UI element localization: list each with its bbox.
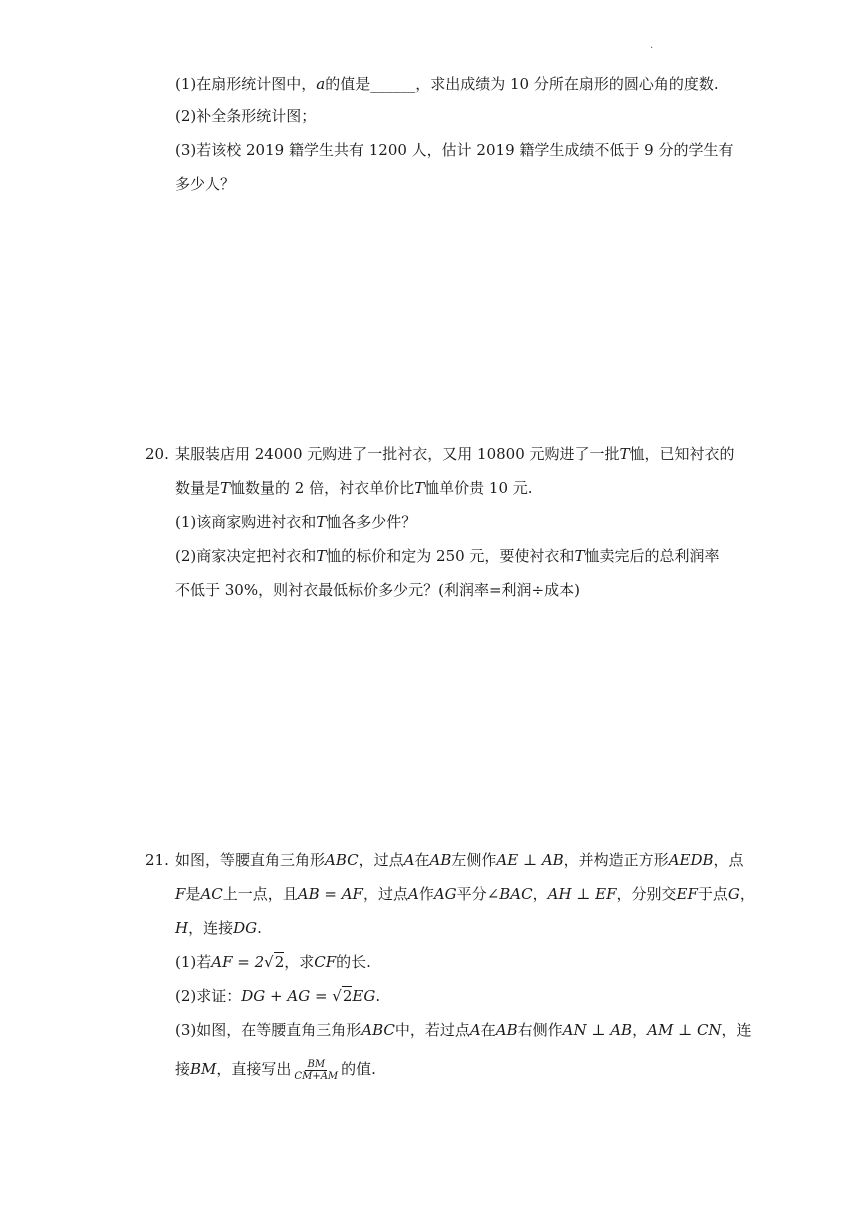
math-expr: ∠BAC xyxy=(486,885,533,903)
q21-part3-line2 xyxy=(175,1056,376,1082)
fraction-denominator: CM+AM xyxy=(294,1070,339,1082)
text: 的值. xyxy=(341,1060,376,1078)
q21-part2 xyxy=(175,986,380,1006)
text: 如图，等腰直角三角形 xyxy=(175,851,326,869)
text: ， xyxy=(532,885,548,903)
sqrt-radicand: 2 xyxy=(342,987,353,1005)
math-var: G xyxy=(727,885,740,903)
math-var: T xyxy=(220,479,231,497)
q19-part2: (2)补全条形统计图； xyxy=(175,107,317,125)
math-var: ABC xyxy=(325,851,359,869)
q20-number: 20. xyxy=(145,445,169,463)
math-var: T xyxy=(619,445,630,463)
text: ，求 xyxy=(284,953,315,971)
fraction xyxy=(292,1059,340,1082)
text: ， xyxy=(632,1021,648,1039)
header-mark: . xyxy=(650,40,654,51)
math-var: EF xyxy=(676,885,698,903)
text: 接 xyxy=(175,1060,191,1078)
text: ，分别交 xyxy=(616,885,677,903)
sqrt-symbol: √ xyxy=(264,953,274,971)
text: 某服装店用 24000 元购进了一批衬衣，又用 10800 元购进了一批 xyxy=(175,445,620,463)
text: 的长. xyxy=(336,953,371,971)
math-var: a xyxy=(316,75,326,93)
text: ，过点 xyxy=(362,885,408,903)
sqrt-radicand: 2 xyxy=(274,953,285,971)
text: 数量是 xyxy=(175,479,221,497)
q21-line3 xyxy=(175,918,262,938)
math-expr: AF = 2 xyxy=(211,953,265,971)
math-expr: AB = AF xyxy=(297,885,363,903)
text: . xyxy=(257,919,262,937)
text: (1)该商家购进衬衣和 xyxy=(175,513,317,531)
text: ，并构造正方形 xyxy=(563,851,669,869)
q21-number: 21. xyxy=(145,851,169,869)
math-var: A xyxy=(403,851,415,869)
math-expr: AH ⊥ EF xyxy=(547,885,617,903)
text: 的值是______，求出成绩为 10 分所在扇形的圆心角的度数. xyxy=(325,75,719,93)
q20-line2 xyxy=(175,478,533,498)
text: 恤各多少件？ xyxy=(326,513,417,531)
math-var: T xyxy=(316,547,327,565)
math-var: BM xyxy=(190,1060,217,1078)
math-var: AB xyxy=(429,851,452,869)
text: ， xyxy=(739,885,755,903)
math-var: ABC xyxy=(361,1021,395,1039)
q20-part2-line1 xyxy=(175,546,719,566)
text: 右侧作 xyxy=(517,1021,563,1039)
q19-part3-line2: 多少人？ xyxy=(175,175,236,193)
math-var: H xyxy=(175,919,189,937)
text: (1)若 xyxy=(175,953,212,971)
text: (2)商家决定把衬衣和 xyxy=(175,547,317,565)
text: 恤单价贵 10 元. xyxy=(424,479,533,497)
text: ，过点 xyxy=(358,851,404,869)
sqrt-symbol: √ xyxy=(332,987,342,1005)
text: (1)在扇形统计图中， xyxy=(175,75,317,93)
math-var: AC xyxy=(200,885,223,903)
math-var: AG xyxy=(433,885,457,903)
text: 平分 xyxy=(456,885,487,903)
text: 在 xyxy=(480,1021,496,1039)
text: 于点 xyxy=(697,885,728,903)
math-expr: AM ⊥ CN xyxy=(647,1021,722,1039)
q20-line1 xyxy=(175,444,735,464)
text: 恤卖完后的总利润率 xyxy=(584,547,720,565)
math-var: A xyxy=(407,885,419,903)
math-var: AB xyxy=(495,1021,518,1039)
math-var: T xyxy=(316,513,327,531)
text: 上一点，且 xyxy=(222,885,298,903)
text: (3)如图，在等腰直角三角形 xyxy=(175,1021,362,1039)
text: 恤数量的 2 倍，衬衣单价比 xyxy=(230,479,415,497)
math-var: CF xyxy=(314,953,337,971)
q20-part1 xyxy=(175,512,416,532)
text: 在 xyxy=(414,851,430,869)
text: 是 xyxy=(185,885,201,903)
text: (2)求证： xyxy=(175,987,242,1005)
text: ，点 xyxy=(713,851,744,869)
text: 恤，已知衬衣的 xyxy=(629,445,735,463)
math-var: EG xyxy=(352,987,376,1005)
q21-line2 xyxy=(175,884,755,904)
math-var: A xyxy=(469,1021,481,1039)
q21-part3-line1 xyxy=(175,1020,752,1040)
text: . xyxy=(375,987,381,1005)
q21-line1 xyxy=(175,850,744,870)
text: 作 xyxy=(418,885,434,903)
text: 恤的标价和定为 250 元，要使衬衣和 xyxy=(326,547,575,565)
q19-part1 xyxy=(175,74,719,94)
text: ，连 xyxy=(721,1021,752,1039)
math-var: F xyxy=(175,885,186,903)
q20-part2-line2: 不低于 30%，则衬衣最低标价多少元？(利润率=利润÷成本) xyxy=(175,581,580,599)
text: ，连接 xyxy=(188,919,234,937)
math-expr: AN ⊥ AB xyxy=(562,1021,633,1039)
math-var: T xyxy=(574,547,585,565)
text: ，直接写出 xyxy=(216,1060,292,1078)
text: 左侧作 xyxy=(451,851,497,869)
math-var: AEDB xyxy=(668,851,714,869)
math-expr: DG + AG = xyxy=(241,987,333,1005)
q19-part3-line1: (3)若该校 2019 籍学生共有 1200 人，估计 2019 籍学生成绩不低于 9 分的学生有 xyxy=(175,141,734,159)
text: 中，若过点 xyxy=(394,1021,470,1039)
math-var: DG xyxy=(233,919,258,937)
q21-part1 xyxy=(175,952,371,972)
math-expr: AE ⊥ AB xyxy=(496,851,564,869)
math-var: T xyxy=(414,479,425,497)
fraction-numerator: BM xyxy=(307,1058,326,1070)
